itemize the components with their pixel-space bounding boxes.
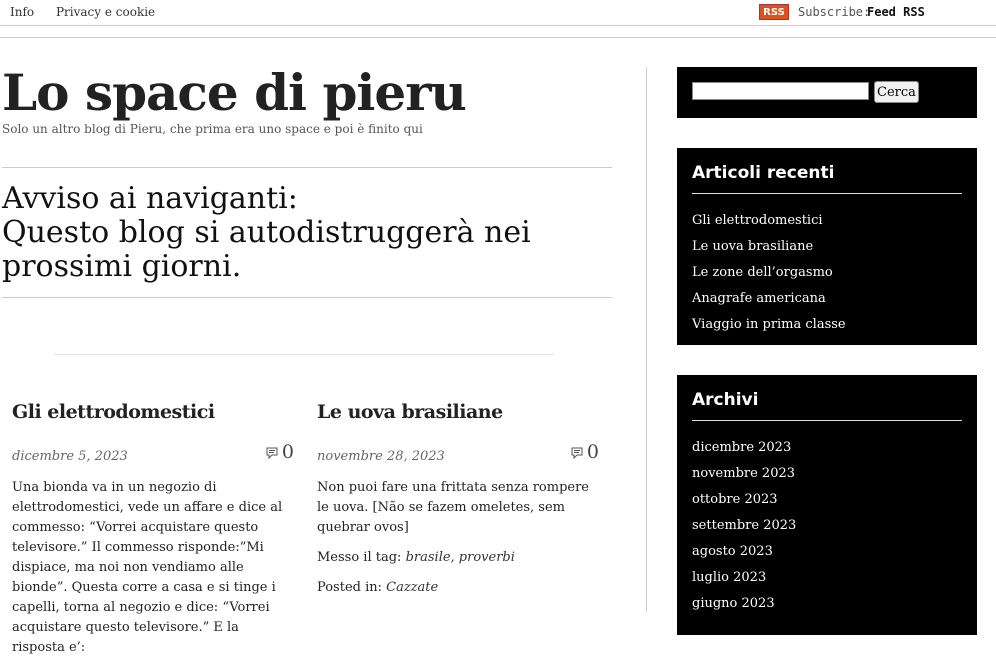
tags-label: Messo il tag: xyxy=(317,550,402,565)
widget-title: Archivi xyxy=(692,390,759,410)
archive-link[interactable]: settembre 2023 xyxy=(692,518,797,533)
archive-link[interactable]: agosto 2023 xyxy=(692,544,773,559)
divider xyxy=(54,354,554,355)
notice-line-1: Avviso ai naviganti: xyxy=(2,181,298,216)
archives-widget xyxy=(677,375,977,635)
notice-line-2: Questo blog si autodistruggerà nei xyxy=(2,215,531,250)
subscribe-label: Subscribe: xyxy=(798,5,871,19)
recent-posts-list xyxy=(692,208,846,338)
archive-link[interactable]: ottobre 2023 xyxy=(692,492,778,507)
post-meta xyxy=(317,441,599,465)
post-tags xyxy=(317,550,599,565)
recent-post-link[interactable]: Gli elettrodomestici xyxy=(692,213,823,228)
archives-list xyxy=(692,435,796,617)
post-date[interactable]: dicembre 5, 2023 xyxy=(12,449,128,464)
archive-link[interactable]: novembre 2023 xyxy=(692,466,796,481)
rss-icon[interactable]: RSS xyxy=(759,4,789,20)
search-widget xyxy=(677,67,977,118)
divider xyxy=(692,420,962,421)
widget-title: Articoli recenti xyxy=(692,163,835,183)
header-divider xyxy=(0,37,996,38)
recent-post-link[interactable]: Le zone dell’orgasmo xyxy=(692,265,833,280)
comment-icon xyxy=(266,447,278,459)
comment-count[interactable] xyxy=(571,441,599,463)
divider xyxy=(2,167,612,168)
feed-rss-link[interactable]: Feed RSS xyxy=(867,5,925,19)
archive-link[interactable]: giugno 2023 xyxy=(692,596,775,611)
post-excerpt: Non puoi fare una frittata senza rompere le uova. [Não se fazem omeletes, sem quebrar ovos] xyxy=(317,480,589,535)
recent-posts-widget xyxy=(677,148,977,345)
recent-post-link[interactable]: Le uova brasiliane xyxy=(692,239,814,254)
search-button[interactable]: Cerca xyxy=(874,81,919,103)
divider xyxy=(692,193,962,194)
archive-link[interactable]: dicembre 2023 xyxy=(692,440,792,455)
search-input[interactable] xyxy=(692,82,869,100)
comment-count-value: 0 xyxy=(281,441,294,463)
column-divider xyxy=(646,67,647,612)
post-card xyxy=(12,401,294,658)
recent-post-link[interactable]: Viaggio in prima classe xyxy=(692,317,846,332)
comment-count-value: 0 xyxy=(586,441,599,463)
post-meta xyxy=(12,441,294,465)
site-title[interactable]: Lo space di pieru xyxy=(2,63,466,122)
recent-post-link[interactable]: Anagrafe americana xyxy=(692,291,826,306)
nav-link-privacy[interactable]: Privacy e cookie xyxy=(55,5,156,19)
divider xyxy=(2,297,612,298)
post-title[interactable]: Gli elettrodomestici xyxy=(12,401,215,423)
post-date[interactable]: novembre 28, 2023 xyxy=(317,449,445,464)
notice-line-3: prossimi giorni. xyxy=(2,249,242,284)
comment-count[interactable] xyxy=(266,441,294,463)
tags-links[interactable]: brasile, proverbi xyxy=(405,550,515,565)
top-nav xyxy=(10,5,173,19)
post-category xyxy=(317,580,599,595)
archive-link[interactable]: luglio 2023 xyxy=(692,570,767,585)
category-link[interactable]: Cazzate xyxy=(386,580,439,595)
post-card xyxy=(317,401,599,595)
site-description: Solo un altro blog di Pieru, che prima era uno space e poi è finito qui xyxy=(2,122,423,136)
category-label: Posted in: xyxy=(317,580,382,595)
notice-heading xyxy=(2,182,612,284)
comment-icon xyxy=(571,447,583,459)
top-bar xyxy=(0,0,996,26)
post-excerpt: Una bionda va in un negozio di elettrodomestici, vede un affare e dice al commesso: “Vorrei acquistare questo televisore.” Il commesso risponde:”Mi dispiace, ma noi non vendiamo alle bionde”. Questa corre a casa e si tinge i capelli, torna al negozio e dice: “Vorrei acquistare questo televisore.” E la risposta e’: xyxy=(12,480,283,655)
post-title[interactable]: Le uova brasiliane xyxy=(317,401,503,423)
nav-link-info[interactable]: Info xyxy=(10,5,35,19)
